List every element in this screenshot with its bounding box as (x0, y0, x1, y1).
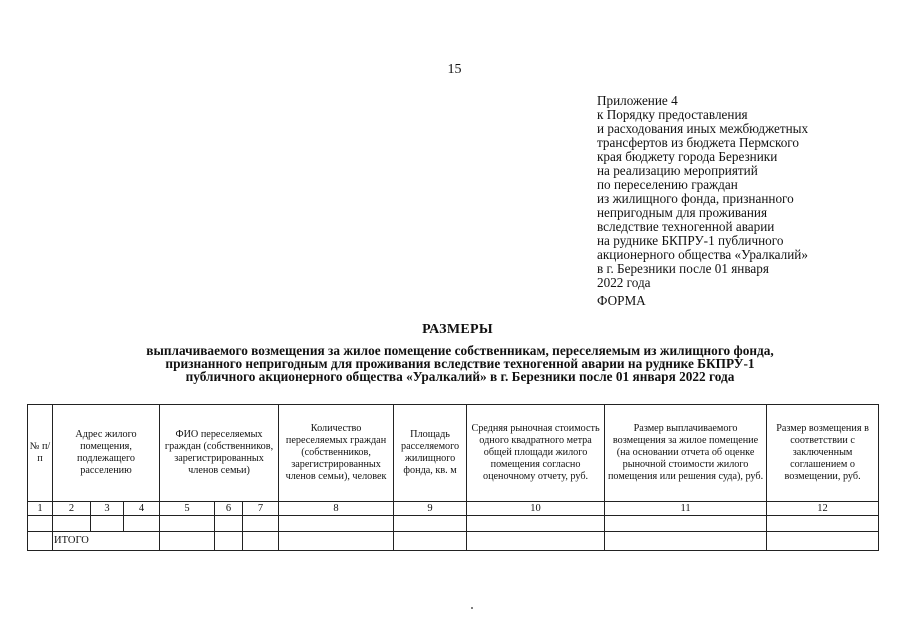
appendix-line: из жилищного фонда, признанного (597, 191, 794, 206)
total-label: ИТОГО (53, 532, 160, 551)
table-cell (91, 516, 124, 532)
table-cell (243, 532, 279, 551)
appendix-line: Приложение 4 (597, 93, 678, 108)
appendix-line: и расходования иных межбюджетных (597, 121, 809, 136)
table-cell (28, 532, 53, 551)
header-area: Площадь расселяемого жилищного фонда, кв. м (394, 405, 467, 502)
table-cell (215, 532, 243, 551)
appendix-line: края бюджету города Березники (597, 149, 778, 164)
table-cell (767, 516, 879, 532)
table-cell (279, 516, 394, 532)
appendix-line: акционерного общества «Уралкалий» (597, 247, 808, 262)
column-number: 12 (767, 502, 879, 516)
subtitle-line: публичного акционерного общества «Уралкалий» в г. Березники после 01 января 2022 года (185, 369, 735, 384)
subtitle-line: признанного непригодным для проживания вследствие техногенной аварии на руднике БКПРУ-1 (165, 356, 755, 371)
appendix-block (597, 94, 897, 290)
header-fio: ФИО переселяемых граждан (собственников, зарегистрированных членов семьи) (160, 405, 279, 502)
table-cell (28, 516, 53, 532)
table-cell (467, 532, 605, 551)
column-number: 1 (28, 502, 53, 516)
column-number: 7 (243, 502, 279, 516)
appendix-line: на реализацию мероприятий (597, 163, 758, 178)
table-cell (605, 516, 767, 532)
appendix-line: по переселению граждан (597, 177, 738, 192)
column-number: 4 (124, 502, 160, 516)
subtitle-line: выплачиваемого возмещения за жилое помещение собственникам, переселяемым из жилищного фонда, (146, 343, 774, 358)
total-row (28, 532, 879, 551)
header-payout: Размер выплачиваемого возмещения за жилое помещение (на основании отчета об оценке рыночной стоимости жилого помещения или решения суда), руб. (605, 405, 767, 502)
appendix-line: непригодным для проживания (597, 205, 768, 220)
appendix-line: вследствие техногенной аварии (597, 219, 775, 234)
table-cell (394, 532, 467, 551)
column-number: 10 (467, 502, 605, 516)
header-count: Количество переселяемых граждан (собственников, зарегистрированных членов семьи), человек (279, 405, 394, 502)
column-number: 2 (53, 502, 91, 516)
page-number: 15 (447, 62, 462, 77)
table-cell (467, 516, 605, 532)
table-cell (605, 532, 767, 551)
table-cell (124, 516, 160, 532)
header-num: № п/п (28, 405, 53, 502)
table-cell (215, 516, 243, 532)
table-cell (160, 516, 215, 532)
header-agreement: Размер возмещения в соответствии с заключенным соглашением о возмещении, руб. (767, 405, 879, 502)
table-header-row (28, 405, 879, 502)
form-label: ФОРМА (597, 293, 646, 308)
column-number: 9 (394, 502, 467, 516)
table-row (28, 516, 879, 532)
header-avg-price: Средняя рыночная стоимость одного квадратного метра общей площади жилого помещения согласно оценочному отчету, руб. (467, 405, 605, 502)
table-cell (243, 516, 279, 532)
table-cell (53, 516, 91, 532)
column-number: 8 (279, 502, 394, 516)
appendix-line: к Порядку предоставления (597, 107, 748, 122)
appendix-line: 2022 года (597, 275, 651, 290)
column-number: 11 (605, 502, 767, 516)
column-number: 6 (215, 502, 243, 516)
header-address: Адрес жилого помещения, подлежащего расселению (53, 405, 160, 502)
table-cell (160, 532, 215, 551)
column-number: 5 (160, 502, 215, 516)
document-subtitle (40, 344, 880, 383)
appendix-line: трансфертов из бюджета Пермского (597, 135, 799, 150)
scan-speck (471, 607, 473, 609)
column-number: 3 (91, 502, 124, 516)
appendix-line: в г. Березники после 01 января (597, 261, 769, 276)
appendix-line: на руднике БКПРУ-1 публичного (597, 233, 784, 248)
column-number-row (28, 502, 879, 516)
table-cell (767, 532, 879, 551)
table-cell (394, 516, 467, 532)
table-cell (279, 532, 394, 551)
compensation-table (27, 404, 879, 551)
document-title: РАЗМЕРЫ (422, 322, 493, 337)
